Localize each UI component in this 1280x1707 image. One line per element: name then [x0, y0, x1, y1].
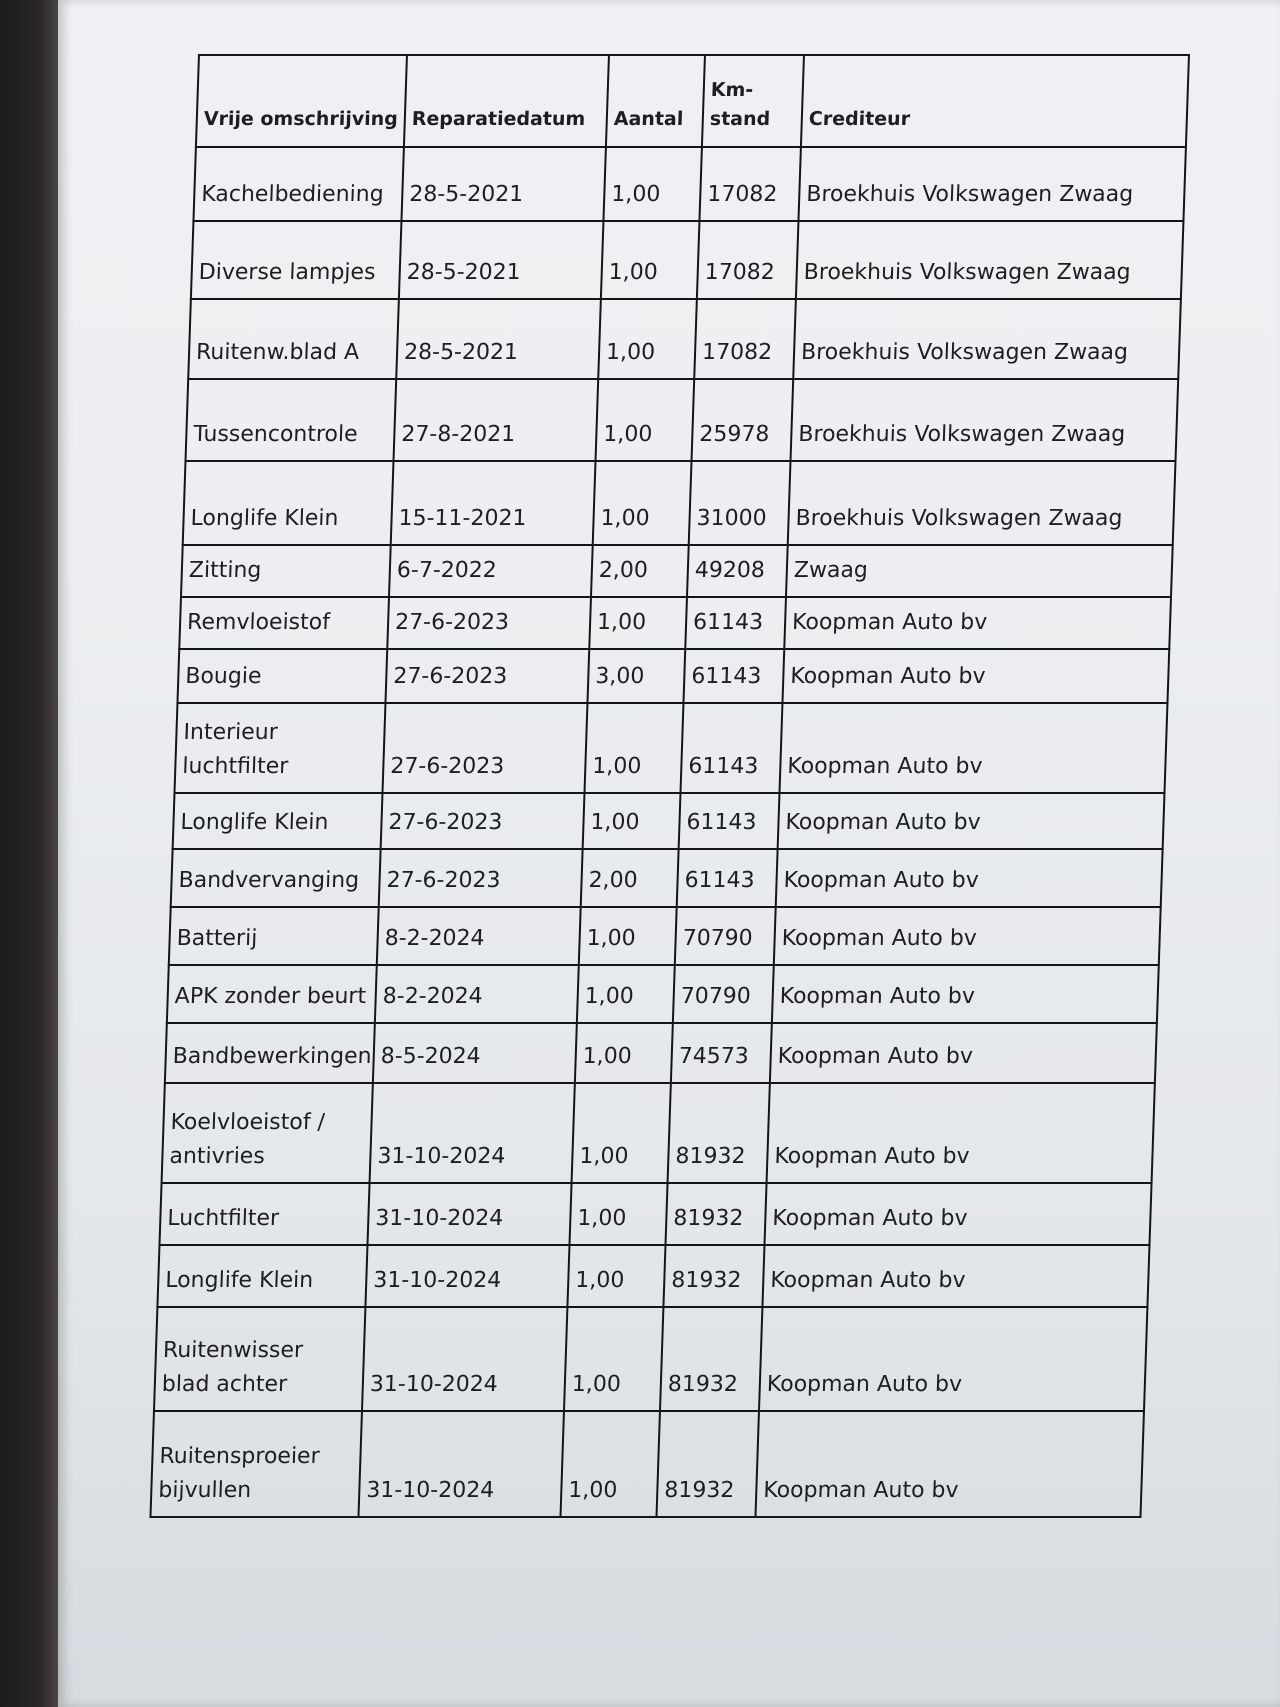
cell-creditor: Koopman Auto bv [782, 649, 1169, 703]
cell-description: APK zonder beurt [167, 965, 377, 1023]
cell-description: Batterij [169, 907, 379, 965]
cell-mileage: 81932 [660, 1307, 762, 1411]
table-row [171, 849, 1163, 907]
table-head [196, 55, 1189, 147]
document-body [149, 54, 1188, 1518]
cell-quantity: 1,00 [584, 703, 683, 793]
cell-quantity: 1,00 [579, 907, 677, 965]
cell-quantity: 1,00 [601, 221, 700, 299]
cell-repair-date: 8-5-2024 [373, 1023, 577, 1083]
table-row [173, 793, 1165, 849]
table-row [159, 1183, 1151, 1245]
cell-repair-date: 6-7-2022 [389, 545, 593, 597]
table-row [169, 907, 1161, 965]
table-row [150, 1411, 1144, 1517]
cell-quantity: 1,00 [603, 147, 701, 221]
cell-repair-date: 8-2-2024 [375, 965, 579, 1023]
cell-quantity: 1,00 [572, 1083, 671, 1183]
table-row [179, 597, 1171, 649]
cell-mileage: 61143 [680, 703, 782, 793]
cell-mileage: 25978 [691, 379, 793, 461]
cell-mileage: 61143 [685, 597, 786, 649]
cell-repair-date: 27-6-2023 [385, 649, 589, 703]
cell-quantity: 1,00 [595, 379, 694, 461]
cell-description: Bandvervanging [171, 849, 381, 907]
cell-mileage: 74573 [671, 1023, 772, 1083]
cell-repair-date: 27-6-2023 [381, 793, 585, 849]
cell-quantity: 1,00 [564, 1307, 663, 1411]
cell-creditor: Koopman Auto bv [759, 1307, 1147, 1411]
cell-repair-date: 31-10-2024 [370, 1083, 575, 1183]
cell-description: Ruitenwisser blad achter [154, 1307, 365, 1411]
cell-description: Remvloeistof [179, 597, 389, 649]
cell-repair-date: 31-10-2024 [362, 1307, 567, 1411]
cell-creditor: Koopman Auto bv [784, 597, 1171, 649]
cell-creditor: Koopman Auto bv [779, 703, 1167, 793]
cell-quantity: 1,00 [589, 597, 687, 649]
table-row [157, 1245, 1149, 1307]
cell-description: Zitting [181, 545, 391, 597]
cell-quantity: 2,00 [581, 849, 679, 907]
cell-creditor: Broekhuis Volkswagen Zwaag [788, 461, 1176, 545]
cell-mileage: 81932 [656, 1411, 759, 1517]
table-row [185, 379, 1178, 461]
cell-repair-date: 27-6-2023 [387, 597, 591, 649]
cell-creditor: Koopman Auto bv [776, 849, 1163, 907]
header-row [196, 55, 1189, 147]
cell-repair-date: 28-5-2021 [396, 299, 601, 379]
table-row [167, 965, 1159, 1023]
cell-description: Bougie [177, 649, 387, 703]
cell-repair-date: 27-6-2023 [382, 703, 587, 793]
cell-mileage: 61143 [683, 649, 784, 703]
cell-mileage: 17082 [699, 147, 800, 221]
table-row [174, 703, 1167, 793]
cell-repair-date: 27-8-2021 [393, 379, 598, 461]
cell-quantity: 1,00 [569, 1183, 667, 1245]
cell-creditor: Koopman Auto bv [770, 1023, 1157, 1083]
cell-description: Longlife Klein [183, 461, 394, 545]
cell-mileage: 81932 [663, 1245, 764, 1307]
cell-creditor: Zwaag [786, 545, 1173, 597]
cell-repair-date: 8-2-2024 [377, 907, 581, 965]
table-row [183, 461, 1176, 545]
cell-mileage: 49208 [687, 545, 788, 597]
cell-creditor: Broekhuis Volkswagen Zwaag [798, 147, 1185, 221]
cell-repair-date: 31-10-2024 [367, 1183, 571, 1245]
cell-repair-date: 15-11-2021 [391, 461, 596, 545]
cell-description: Ruitensproeier bijvullen [150, 1411, 362, 1517]
cell-creditor: Koopman Auto bv [762, 1245, 1149, 1307]
cell-description: Tussencontrole [185, 379, 396, 461]
cell-mileage: 61143 [679, 793, 780, 849]
header-repair-date: Reparatiedatum [404, 55, 609, 147]
desk-background [0, 0, 58, 1707]
table-row [193, 147, 1185, 221]
cell-mileage: 17082 [694, 299, 796, 379]
paper-sheet [58, 0, 1280, 1707]
table-row [154, 1307, 1147, 1411]
header-quantity: Aantal [606, 55, 705, 147]
cell-creditor: Koopman Auto bv [774, 907, 1161, 965]
cell-description: Ruitenw.blad A [188, 299, 399, 379]
repair-table [149, 54, 1190, 1518]
cell-quantity: 3,00 [587, 649, 685, 703]
cell-quantity: 1,00 [575, 1023, 673, 1083]
cell-mileage: 31000 [689, 461, 791, 545]
cell-description: Interieur luchtfilter [174, 703, 385, 793]
table-row [177, 649, 1169, 703]
cell-description: Kachelbediening [193, 147, 403, 221]
cell-mileage: 70790 [675, 907, 776, 965]
cell-quantity: 1,00 [560, 1411, 660, 1517]
cell-repair-date: 31-10-2024 [358, 1411, 564, 1517]
cell-repair-date: 28-5-2021 [399, 221, 604, 299]
cell-creditor: Broekhuis Volkswagen Zwaag [790, 379, 1178, 461]
cell-repair-date: 28-5-2021 [401, 147, 605, 221]
cell-quantity: 1,00 [577, 965, 675, 1023]
cell-creditor: Koopman Auto bv [755, 1411, 1144, 1517]
table-row [165, 1023, 1157, 1083]
cell-mileage: 81932 [665, 1183, 766, 1245]
cell-quantity: 1,00 [598, 299, 697, 379]
cell-creditor: Koopman Auto bv [764, 1183, 1151, 1245]
cell-quantity: 1,00 [567, 1245, 665, 1307]
cell-mileage: 70790 [673, 965, 774, 1023]
header-creditor: Crediteur [801, 55, 1189, 147]
cell-mileage: 17082 [697, 221, 799, 299]
cell-description: Longlife Klein [157, 1245, 367, 1307]
table-body [150, 147, 1185, 1517]
table-row [162, 1083, 1155, 1183]
header-mileage: Km-stand [702, 55, 804, 147]
cell-repair-date: 31-10-2024 [365, 1245, 569, 1307]
cell-creditor: Koopman Auto bv [778, 793, 1165, 849]
table-row [188, 299, 1181, 379]
table-row [191, 221, 1184, 299]
cell-description: Bandbewerkingen [165, 1023, 375, 1083]
cell-quantity: 1,00 [583, 793, 681, 849]
cell-description: Koelvloeistof / antivries [162, 1083, 373, 1183]
cell-quantity: 2,00 [591, 545, 689, 597]
cell-creditor: Broekhuis Volkswagen Zwaag [793, 299, 1181, 379]
cell-description: Luchtfilter [159, 1183, 369, 1245]
cell-repair-date: 27-6-2023 [379, 849, 583, 907]
table-row [181, 545, 1173, 597]
cell-mileage: 61143 [677, 849, 778, 907]
cell-description: Longlife Klein [173, 793, 383, 849]
header-description: Vrije omschrijving [196, 55, 407, 147]
cell-creditor: Koopman Auto bv [772, 965, 1159, 1023]
cell-creditor: Koopman Auto bv [767, 1083, 1155, 1183]
cell-description: Diverse lampjes [191, 221, 402, 299]
cell-mileage: 81932 [668, 1083, 770, 1183]
cell-creditor: Broekhuis Volkswagen Zwaag [796, 221, 1184, 299]
cell-quantity: 1,00 [593, 461, 692, 545]
